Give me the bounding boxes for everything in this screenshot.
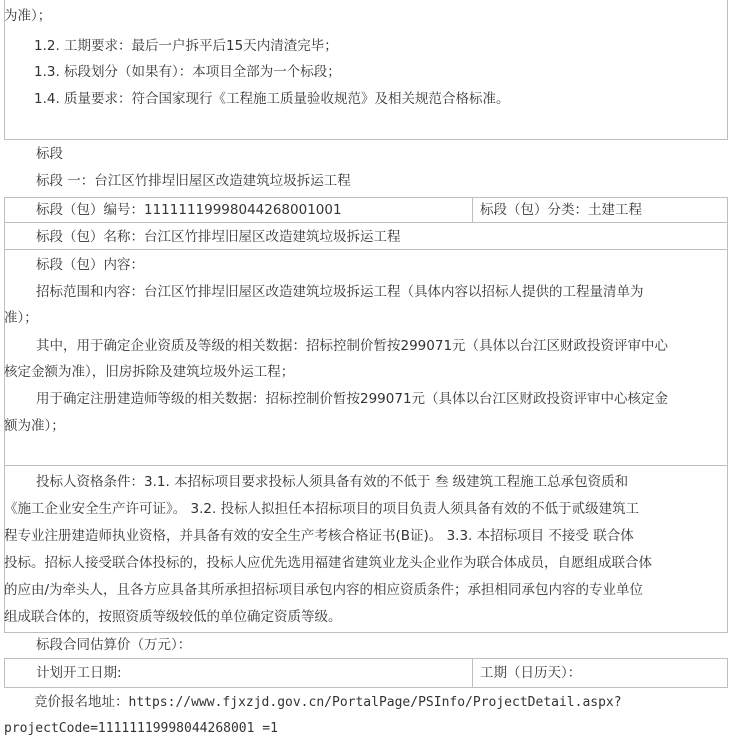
scope-line-2: 准）； <box>4 310 38 326</box>
qualification-line-1: 其中，用于确定企业资质及等级的相关数据：招标控制价暂按299071元（具体以台江区财政投资评审中心 <box>36 338 669 354</box>
segment-code: 标段（包）编号：11111119998044268001001 <box>36 202 342 218</box>
signup-label-text: 竞价报名地址： <box>34 694 129 710</box>
signup-label <box>34 692 622 713</box>
registration-line-1: 用于确定注册建造师等级的相关数据：招标控制价暂按299071元（具体以台江区财政投资评审中心核定金 <box>36 391 669 407</box>
bidder-line-1: 投标人资格条件：3.1. 本招标项目要求投标人须具备有效的不低于 叁 级建筑工程施工总承包资质和 <box>36 474 629 490</box>
quality-requirement: 1.4. 质量要求：符合国家现行《工程施工质量验收规范》及相关规范合格标准。 <box>34 91 510 107</box>
schedule-divider <box>472 658 473 688</box>
contract-price-label: 标段合同估算价（万元）： <box>36 637 192 653</box>
bidder-line-2: 《施工企业安全生产许可证》。 3.2. 投标人拟担任本招标项目的项目负责人须具备有效的不低于贰级建筑工 <box>4 501 640 517</box>
bidder-line-5: 的应由/为牵头人，且各方应具备其所承担招标项目承包内容的相应资质条件；承担相同承包内容的专业单位 <box>4 582 644 598</box>
duration-requirement: 1.2. 工期要求：最后一户拆平后15天内清渣完毕； <box>34 38 338 54</box>
segment-name: 标段（包）名称：台江区竹排埕旧屋区改造建筑垃圾拆运工程 <box>36 229 401 245</box>
bidder-line-3: 程专业注册建造师执业资格，并具备有效的安全生产考核合格证书(B证)。 3.3. 本招标项目 不接受 联合体 <box>4 528 634 544</box>
section-label: 标段 <box>36 146 63 162</box>
qualification-line-2: 核定金额为准），旧房拆除及建筑垃圾外运工程； <box>4 364 295 380</box>
bidder-line-6: 组成联合体的，按照资质等级较低的单位确定资质等级。 <box>4 609 342 625</box>
scope-line-1: 招标范围和内容：台江区竹排埕旧屋区改造建筑垃圾拆运工程（具体内容以招标人提供的工程量清单为 <box>36 284 644 300</box>
bidder-line-4: 投标。招标人接受联合体投标的，投标人应优先选用福建省建筑业龙头企业作为联合体成员，自愿组成联合体 <box>4 555 652 571</box>
segment-division: 1.3. 标段划分（如果有）：本项目全部为一个标段； <box>34 64 341 80</box>
signup-url-line-1[interactable]: https://www.fjxzjd.gov.cn/PortalPage/PSInfo/ProjectDetail.aspx? <box>128 695 622 710</box>
top-line-0: 为准）； <box>4 8 52 24</box>
segment-category: 标段（包）分类：土建工程 <box>480 202 642 218</box>
segment-one-title: 标段 一：台江区竹排埕旧屋区改造建筑垃圾拆运工程 <box>36 173 351 189</box>
signup-url-line-2[interactable]: projectCode=11111119998044268001 =1 <box>4 721 278 736</box>
planned-start-label: 计划开工日期: <box>36 665 122 681</box>
duration-label: 工期（日历天）： <box>480 665 582 681</box>
registration-line-2: 额为准）； <box>4 418 65 434</box>
content-label: 标段（包）内容： <box>36 257 144 273</box>
row-code-divider <box>472 197 473 223</box>
